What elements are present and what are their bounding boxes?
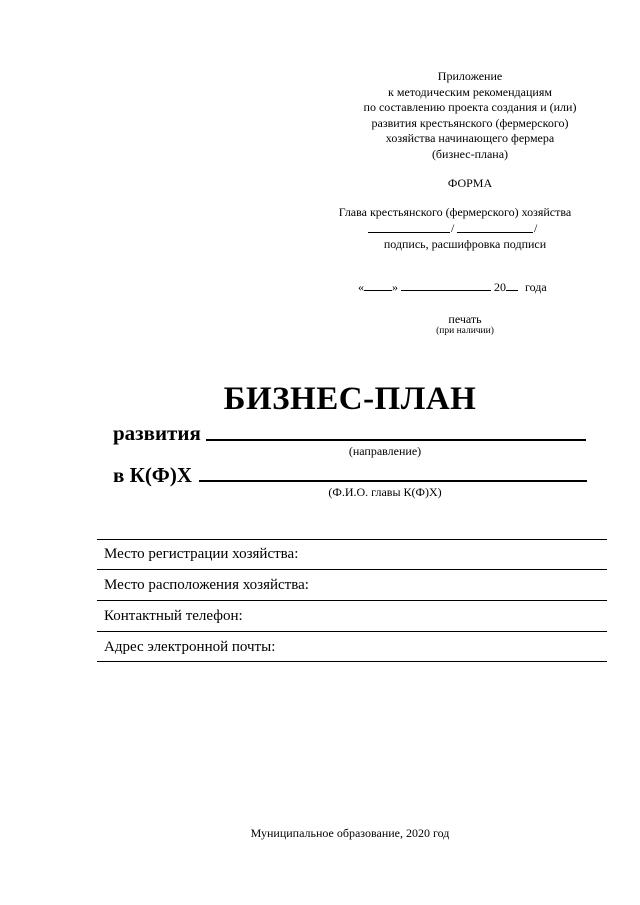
- year-blank[interactable]: [506, 279, 518, 291]
- location-line[interactable]: [97, 600, 607, 601]
- kfh-caption: (Ф.И.О. главы К(Ф)Х): [328, 485, 442, 499]
- appendix-line: (бизнес-плана): [431, 146, 509, 161]
- registration-label: Место регистрации хозяйства:: [104, 546, 299, 562]
- development-line[interactable]: [206, 439, 586, 441]
- kfh-label: в К(Ф)Х: [113, 463, 193, 487]
- stamp-note: (при наличии): [436, 326, 494, 336]
- footer: Муниципальное образование, 2020 год: [250, 826, 450, 840]
- year-prefix: 20: [494, 280, 506, 294]
- date-row: [358, 279, 547, 295]
- signature-name-line[interactable]: [457, 232, 533, 233]
- email-label: Адрес электронной почты:: [104, 639, 276, 655]
- phone-label: Контактный телефон:: [104, 608, 243, 624]
- page-title: БИЗНЕС-ПЛАН: [223, 381, 477, 417]
- kfh-line[interactable]: [199, 480, 587, 482]
- signature-slash: /: [534, 221, 538, 235]
- field-top-line: [97, 539, 607, 540]
- development-label: развития: [113, 421, 201, 445]
- signature-line[interactable]: [368, 232, 450, 233]
- signature-slash: /: [451, 221, 455, 235]
- appendix-line: к методическим рекомендациям: [388, 84, 552, 99]
- stamp-label: печать: [448, 312, 482, 326]
- day-blank[interactable]: [364, 279, 392, 291]
- date-open-quote: «: [358, 280, 364, 294]
- appendix-line: по составлению проекта создания и (или): [363, 100, 577, 114]
- appendix-line: хозяйства начинающего фермера: [385, 131, 555, 145]
- appendix-line: развития крестьянского (фермерского): [371, 115, 569, 130]
- email-line[interactable]: [97, 661, 607, 662]
- appendix-note: [330, 69, 610, 162]
- appendix-line: Приложение: [437, 69, 503, 83]
- form-label: ФОРМА: [447, 176, 493, 190]
- head-title: Глава крестьянского (фермерского) хозяйства: [338, 205, 572, 219]
- signature-caption: подпись, расшифровка подписи: [383, 237, 547, 251]
- registration-line[interactable]: [97, 569, 607, 570]
- year-suffix: года: [525, 280, 547, 294]
- development-caption: (направление): [348, 444, 422, 458]
- phone-line[interactable]: [97, 631, 607, 632]
- location-label: Место расположения хозяйства:: [104, 577, 309, 593]
- date-close-quote: »: [392, 280, 398, 294]
- month-blank[interactable]: [401, 279, 491, 291]
